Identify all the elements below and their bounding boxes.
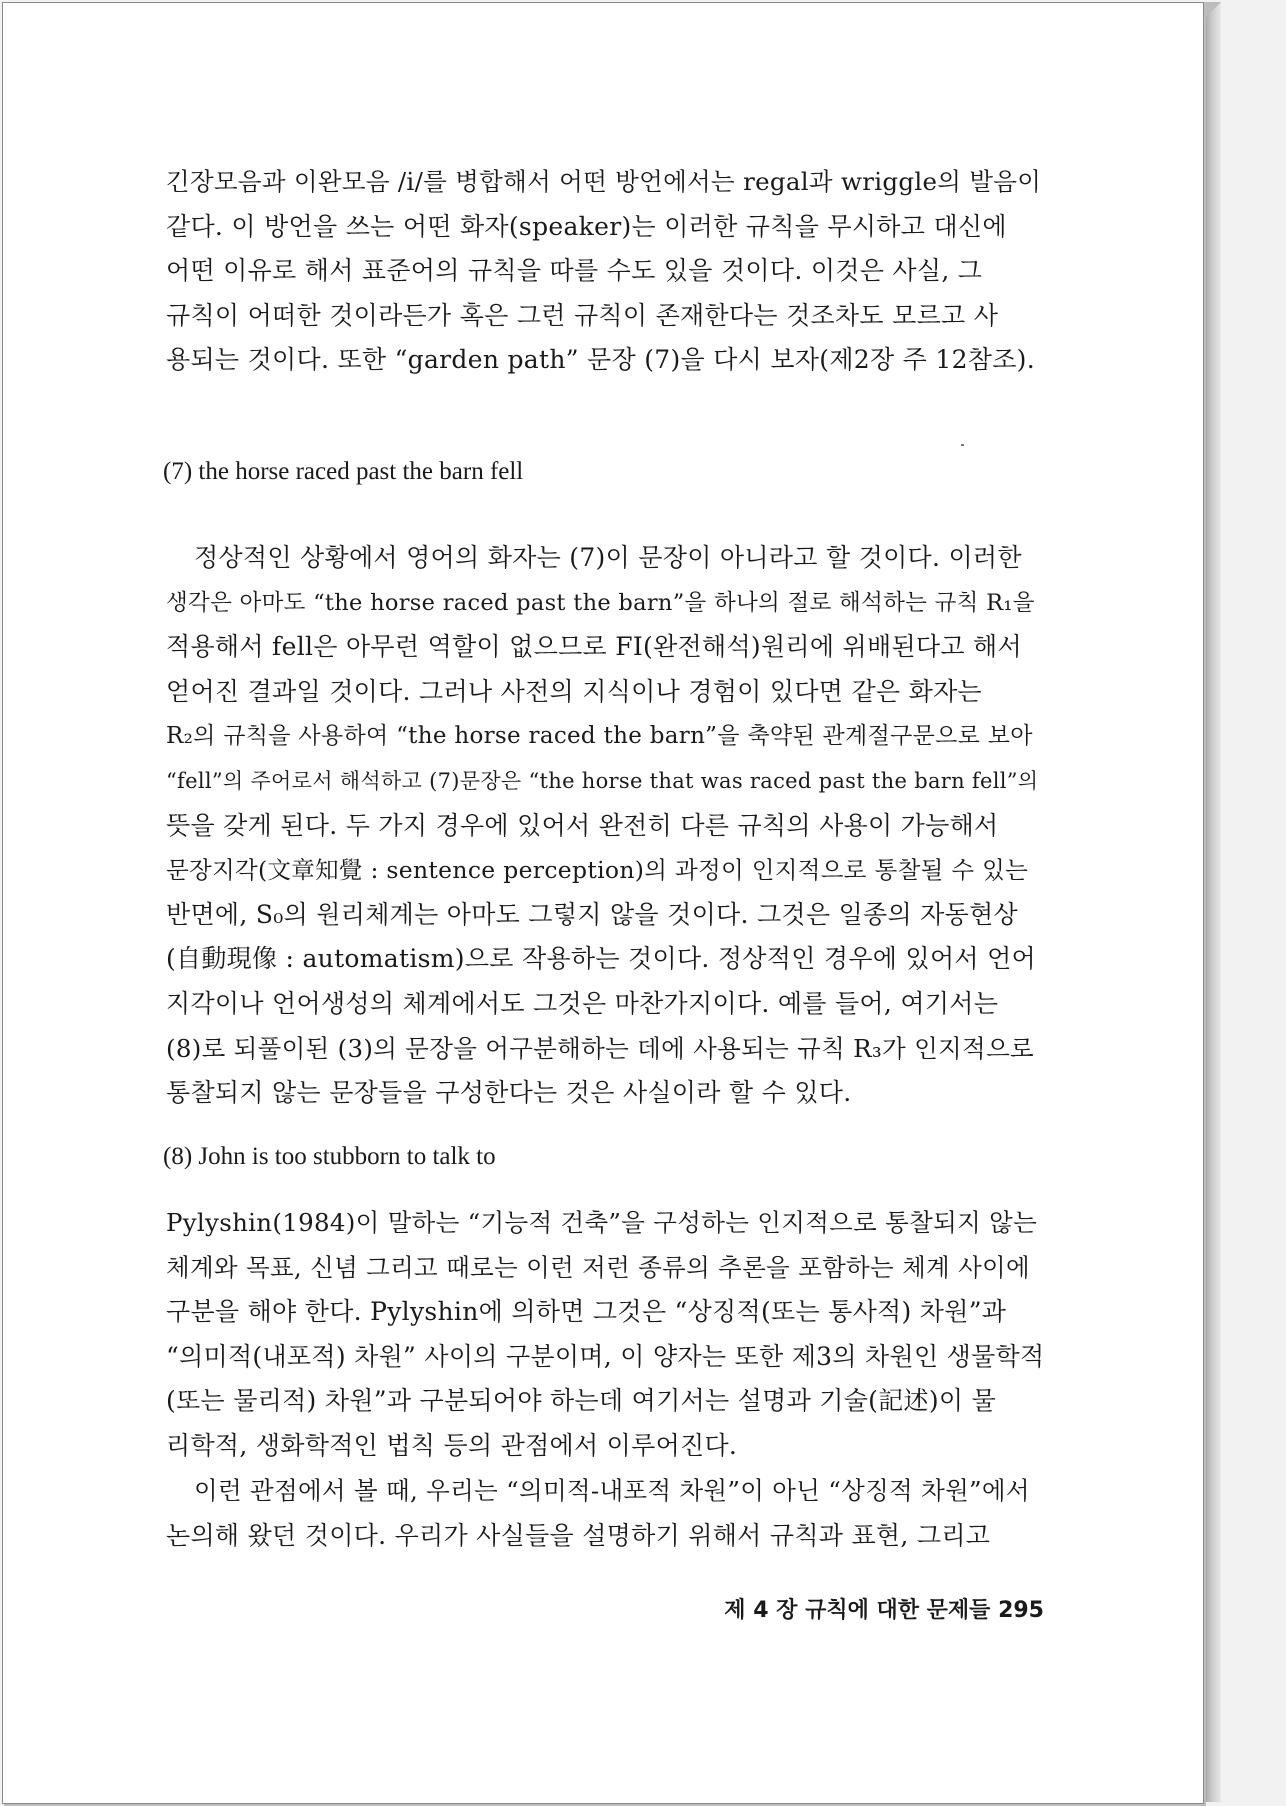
paragraph-3-line: “의미적(내포적) 차원” 사이의 구분이며, 이 양자는 또한 제3의 차원인 생물학적 — [166, 1341, 1044, 1371]
page-footer: 제 4 장 규칙에 대한 문제들 295 — [724, 1598, 1044, 1623]
paragraph-2-line: 통찰되지 않는 문장들을 구성한다는 것은 사실이라 할 수 있다. — [166, 1078, 852, 1108]
paragraph-2-line: 정상적인 상황에서 영어의 화자는 (7)이 문장이 아니라고 할 것이다. 이러한 — [194, 543, 1022, 572]
paragraph-2-line: “fell”의 주어로서 해석하고 (7)문장은 “the horse that was raced past the barn fell”의 — [166, 768, 1039, 793]
example-8: (8) John is too stubborn to talk to — [163, 1143, 496, 1170]
paragraph-1-line: 규칙이 어떠한 것이라든가 혹은 그런 규칙이 존재한다는 것조차도 모르고 사 — [166, 300, 999, 330]
paragraph-2-line: (自動現像 : automatism)으로 작용하는 것이다. 정상적인 경우에 있어서 언어 — [166, 944, 1036, 974]
page-edge-shadow — [1203, 2, 1221, 1802]
paragraph-2-line: 뜻을 갖게 된다. 두 가지 경우에 있어서 완전히 다른 규칙의 사용이 가능해서 — [166, 810, 999, 840]
paragraph-2-line: R₂의 규칙을 사용하여 “the horse raced the barn”을 축약된 관계절구문으로 보아 — [166, 723, 1033, 750]
book-page — [2, 2, 1204, 1804]
paragraph-3-line: 구분을 해야 한다. Pylyshin에 의하면 그것은 “상징적(또는 통사적) 차원”과 — [166, 1297, 1007, 1327]
paragraph-2-line: 반면에, S₀의 원리체계는 아마도 그렇지 않을 것이다. 그것은 일종의 자동현상 — [166, 899, 1018, 929]
paragraph-2-line: 지각이나 언어생성의 체계에서도 그것은 마찬가지이다. 예를 들어, 여기서는 — [166, 988, 999, 1018]
paragraph-1-line: 어떤 이유로 해서 표준어의 규칙을 따를 수도 있을 것이다. 이것은 사실, 그 — [166, 256, 983, 286]
paragraph-2-line: 얻어진 결과일 것이다. 그러나 사전의 지식이나 경험이 있다면 같은 화자는 — [166, 676, 982, 706]
paragraph-2 — [166, 536, 1044, 1116]
paragraph-3 — [166, 1201, 1044, 1469]
paragraph-2-line: 생각은 아마도 “the horse raced past the barn”을 하나의 절로 해석하는 규칙 R₁을 — [166, 589, 1035, 616]
paragraph-1-line: 용되는 것이다. 또한 “garden path” 문장 (7)을 다시 보자(제2장 주 12참조). — [166, 345, 1035, 375]
paragraph-2-line: 적용해서 fell은 아무런 역할이 없으므로 FI(완전해석)원리에 위배된다고 해서 — [166, 632, 1022, 662]
scan-speck — [961, 444, 964, 446]
paragraph-3-line: 체계와 목표, 신념 그리고 때로는 이런 저런 종류의 추론을 포함하는 체계 사이에 — [166, 1252, 1030, 1282]
paragraph-1 — [166, 160, 1044, 383]
paragraph-2-line: (8)로 되풀이된 (3)의 문장을 어구분해하는 데에 사용되는 규칙 R₃가 인지적으로 — [166, 1033, 1034, 1063]
paragraph-3-line: 리학적, 생화학적인 법칙 등의 관점에서 이루어진다. — [166, 1430, 738, 1460]
paragraph-1-line: 같다. 이 방언을 쓰는 어떤 화자(speaker)는 이러한 규칙을 무시하고 대신에 — [166, 211, 1007, 241]
paragraph-4-line: 논의해 왔던 것이다. 우리가 사실들을 설명하기 위해서 규칙과 표현, 그리고 — [166, 1520, 991, 1550]
paragraph-4 — [166, 1469, 1044, 1558]
paragraph-4-line: 이런 관점에서 볼 때, 우리는 “의미적-내포적 차원”이 아닌 “상징적 차원”에서 — [194, 1476, 1030, 1505]
paragraph-1-line: 긴장모음과 이완모음 /i/를 병합해서 어떤 방언에서는 regal과 wriggle의 발음이 — [166, 167, 1042, 196]
example-7: (7) the horse raced past the barn fell — [163, 458, 524, 485]
paragraph-3-line: Pylyshin(1984)이 말하는 “기능적 건축”을 구성하는 인지적으로 통찰되지 않는 — [166, 1208, 1038, 1237]
paragraph-3-line: (또는 물리적) 차원”과 구분되어야 하는데 여기서는 설명과 기술(記述)이 물 — [166, 1386, 997, 1416]
paragraph-2-line: 문장지각(文章知覺 : sentence perception)의 과정이 인지적으로 통찰될 수 있는 — [166, 856, 1029, 885]
